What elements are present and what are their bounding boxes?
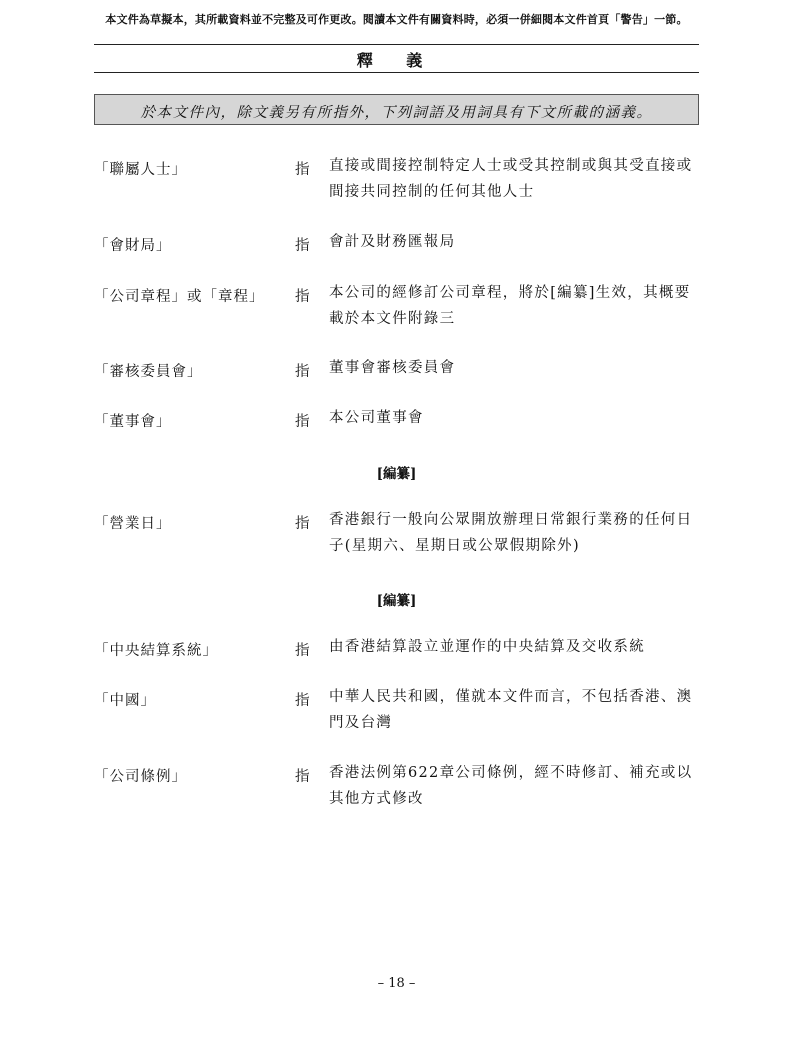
definition-term: 「營業日」 <box>94 516 172 532</box>
intro-text: 於本文件內，除文義另有所指外，下列詞語及用詞具有下文所載的涵義。 <box>140 105 653 121</box>
definition-refers: 指 <box>295 414 310 430</box>
definition-refers: 指 <box>295 643 310 659</box>
definition-text: 董事會審核委員會 <box>329 360 456 376</box>
definition-text: 本公司的經修訂公司章程，將於[編纂]生效，其概要載於本文件附錄三 <box>329 285 691 327</box>
definition-refers: 指 <box>295 693 310 709</box>
definition-refers: 指 <box>295 162 310 178</box>
page-number: – 18 – <box>377 976 416 991</box>
definition-text: 直接或間接控制特定人士或受其控制或與其受直接或間接共同控制的任何其他人士 <box>329 158 693 200</box>
definition-term: 「聯屬人士」 <box>94 162 187 178</box>
definition-term: 「中國」 <box>94 693 156 709</box>
definition-term: 「董事會」 <box>94 414 172 430</box>
intro-box <box>94 94 699 125</box>
definition-refers: 指 <box>295 769 310 785</box>
definition-term: 「審核委員會」 <box>94 364 203 380</box>
definition-term: 「中央結算系統」 <box>94 643 218 659</box>
definition-text: 香港法例第622章公司條例，經不時修訂、補充或以其他方式修改 <box>329 765 693 807</box>
definition-term: 「會財局」 <box>94 238 172 254</box>
definition-refers: 指 <box>295 289 310 305</box>
definition-text: 由香港結算設立並運作的中央結算及交收系統 <box>329 639 645 655</box>
redaction-marker: [編纂] <box>376 593 417 609</box>
redaction-marker: [編纂] <box>376 466 417 482</box>
definition-refers: 指 <box>295 516 310 532</box>
draft-notice: 本文件為草擬本，其所載資料並不完整及可作更改。閱讀本文件有關資料時，必須一併細閱本文件首頁「警告」一節。 <box>105 13 688 26</box>
definition-term: 「公司條例」 <box>94 769 187 785</box>
header-rule-top <box>94 44 699 45</box>
definition-text: 本公司董事會 <box>329 410 424 426</box>
section-title: 釋 義 <box>356 51 437 70</box>
definition-text: 會計及財務匯報局 <box>329 234 456 250</box>
definition-refers: 指 <box>295 238 310 254</box>
definition-refers: 指 <box>295 364 310 380</box>
definition-text: 香港銀行一般向公眾開放辦理日常銀行業務的任何日子(星期六、星期日或公眾假期除外) <box>329 512 693 554</box>
definition-text: 中華人民共和國，僅就本文件而言，不包括香港、澳門及台灣 <box>329 689 693 731</box>
header-rule-bottom <box>94 72 699 73</box>
definition-term: 「公司章程」或「章程」 <box>94 289 265 305</box>
